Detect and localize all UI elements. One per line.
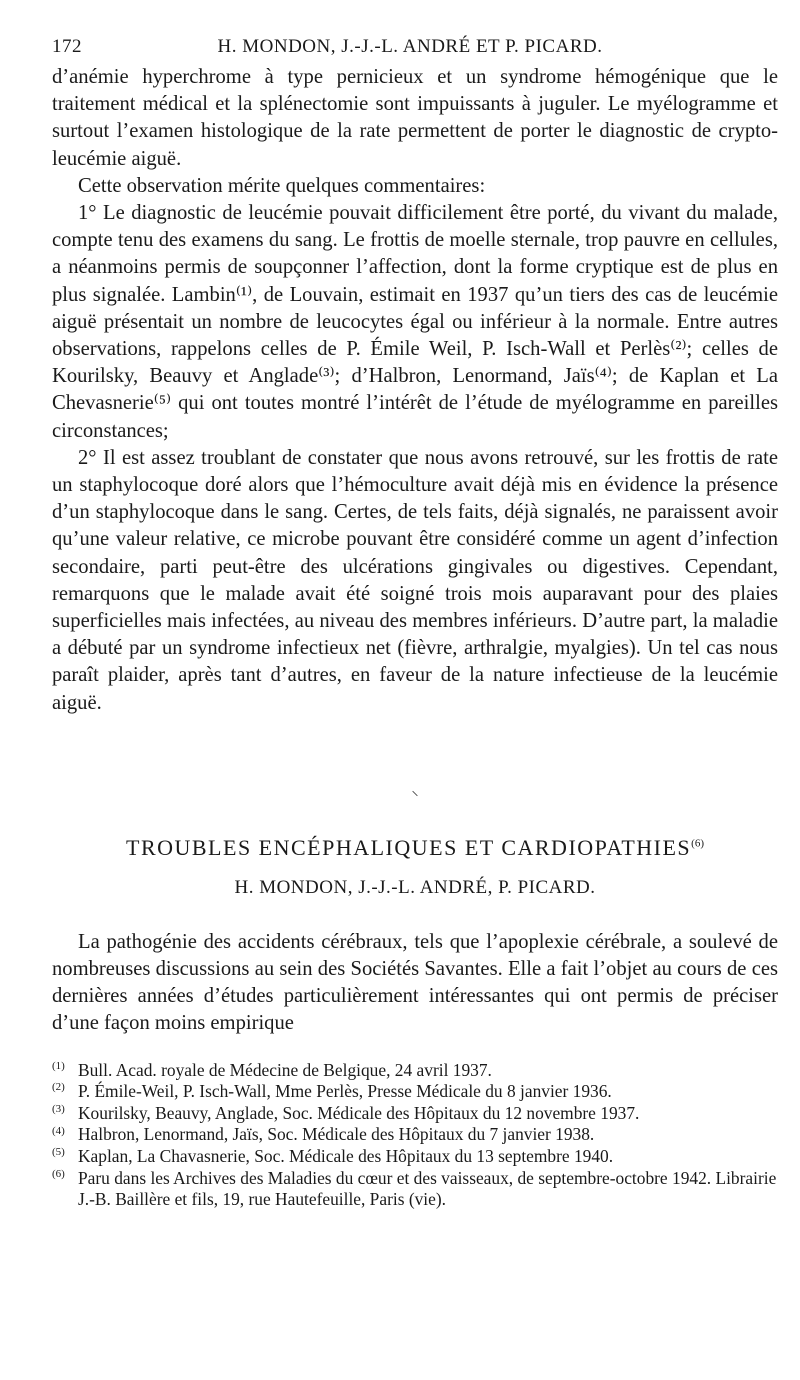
footnote: (3) Kourilsky, Beauvy, Anglade, Soc. Médicale des Hôpitaux du 12 novembre 1937. [52, 1102, 640, 1123]
section-body [52, 929, 778, 1038]
section-title [52, 835, 778, 861]
running-title: H. MONDON, J.-J.-L. ANDRÉ ET P. PICARD. [217, 36, 603, 57]
footnote-text: Kaplan, La Chavasnerie, Soc. Médicale des Hôpitaux du 13 septembre 1940. [78, 1146, 614, 1167]
running-head [52, 36, 778, 58]
paragraph: 2° Il est assez troublant de constater que nous avons retrouvé, sur les frottis de rate un staphylocoque doré alors que l’hémoculture avait déjà mis en évidence la présence d’un staphylocoque dans le sang. Certes, de tels faits, déjà signalés, ne paraissent avoir qu’une valeur relative, ce microbe pouvant être considéré comme un agent d’infection secondaire, parti peut-être des ulcérations gingivales ou digestives. Cependant, remarquons que le malade avait été soigné trois mois auparavant pour des plaies superficielles mais infectées, au niveau des membres inférieurs. D’autre part, la maladie a débuté par un syndrome infectieux net (fièvre, arthralgie, myalgies). Un tel cas nous paraît plaider, après tant d’autres, en faveur de la nature infectieuse de la leucémie aiguë. [52, 446, 778, 714]
separator-mark: ⸜ [411, 783, 419, 799]
section-title-text: TROUBLES ENCÉPHALIQUES ET CARDIOPATHIES [126, 834, 692, 860]
footnote: (2) P. Émile-Weil, P. Isch-Wall, Mme Perlès, Presse Médicale du 8 janvier 1936. [52, 1081, 612, 1102]
footnotes [52, 1060, 778, 1211]
paragraph: d’anémie hyperchrome à type pernicieux et un syndrome hémogénique que le traitement médical et la splénectomie sont impuissants à juguler. Le myélogramme et surtout l’examen histologique de la rate permettent de porter le diagnostic de crypto-leucémie aiguë. [52, 66, 778, 170]
footnote-text: Halbron, Lenormand, Jaïs, Soc. Médicale des Hôpitaux du 7 janvier 1938. [78, 1124, 595, 1145]
page-number: 172 [52, 36, 82, 57]
footnote: (6) Paru dans les Archives des Maladies du cœur et des vaisseaux, de septembre-octobre 1942. Librairie J.-B. Baillère et fils, 19, rue Hautefeuille, Paris (vie). [52, 1167, 777, 1210]
footnote-text: Kourilsky, Beauvy, Anglade, Soc. Médicale des Hôpitaux du 12 novembre 1937. [78, 1102, 640, 1123]
footnote-text: Bull. Acad. royale de Médecine de Belgique, 24 avril 1937. [78, 1059, 492, 1080]
footnote: (4) Halbron, Lenormand, Jaïs, Soc. Médicale des Hôpitaux du 7 janvier 1938. [52, 1124, 595, 1145]
section-authors: H. MONDON, J.-J.-L. ANDRÉ, P. PICARD. [234, 876, 596, 898]
footnote-text: P. Émile-Weil, P. Isch-Wall, Mme Perlès, Presse Médicale du 8 janvier 1936. [78, 1081, 612, 1102]
footnote: (5) Kaplan, La Chavasnerie, Soc. Médicale des Hôpitaux du 13 septembre 1940. [52, 1146, 614, 1167]
paragraph: La pathogénie des accidents cérébraux, tels que l’apoplexie cérébrale, a soulevé de nombreuses discussions au sein des Sociétés Savantes. Elle a fait l’objet au cours de ces dernières années d’études particulièrement intéressantes qui ont permis de préciser d’une façon moins empirique [52, 930, 778, 1035]
footnote: (1) Bull. Acad. royale de Médecine de Belgique, 24 avril 1937. [52, 1059, 492, 1080]
paragraph: Cette observation mérite quelques commentaires: [78, 174, 486, 197]
paragraph: 1° Le diagnostic de leucémie pouvait difficilement être porté, du vivant du malade, compte tenu des examens du sang. Le frottis de moelle sternale, trop pauvre en cellules, a néanmoins permis de soupçonner l’affection, dont la forme cryptique est de plus en plus signalée. Lambin⁽¹⁾, de Louvain, estimait en 1937 qu’un tiers des cas de leucémie aiguë présentait un nombre de leucocytes égal ou inférieur à la normale. Entre autres observations, rappelons celles de P. Émile Weil, P. Isch-Wall et Perlès⁽²⁾; celles de Kourilsky, Beauvy et Anglade⁽³⁾; d’Halbron, Lenormand, Jaïs⁽⁴⁾; de Kaplan et La Chevasnerie⁽⁵⁾ qui ont toutes montré l’intérêt de l’étude de myélogramme en pareilles circonstances; [52, 202, 778, 442]
footnote-text: Paru dans les Archives des Maladies du cœur et des vaisseaux, de septembre-octobre 1942. Librairie J.-B. Baillère et fils, 19, rue Hautefeuille, Paris (vie). [78, 1167, 777, 1210]
body-text [52, 64, 778, 717]
section-title-note: (6) [691, 837, 704, 850]
